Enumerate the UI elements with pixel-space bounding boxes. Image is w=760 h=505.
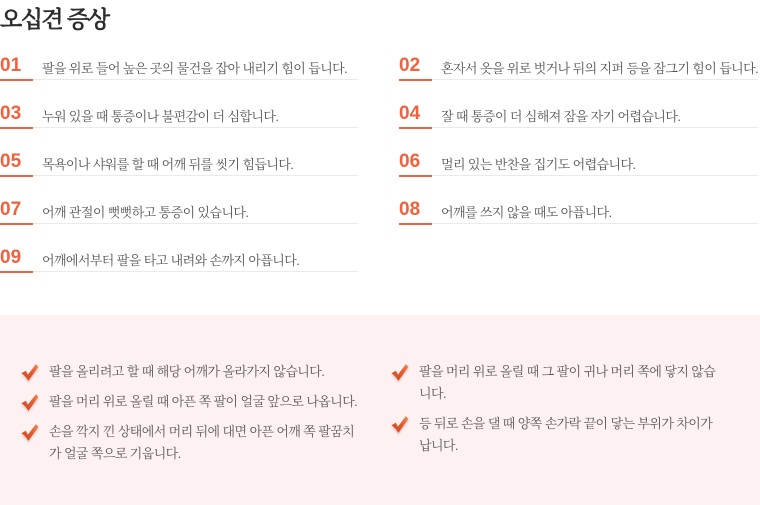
- symptom-text: 어깨에서부터 팔을 타고 내려와 손까지 아픕니다.: [42, 253, 300, 268]
- check-item: [390, 361, 725, 405]
- check-item: [20, 391, 360, 413]
- symptom-number: 04: [399, 103, 432, 129]
- check-text: 팔을 올리려고 할 때 해당 어깨가 올라가지 않습니다.: [49, 364, 325, 379]
- check-item: [20, 421, 360, 465]
- symptom-row: [399, 102, 758, 150]
- symptom-number: 08: [399, 199, 432, 225]
- check-text: 손을 깍지 낀 상태에서 머리 뒤에 대면 아픈 어깨 쪽 팔꿈치가 얼굴 쪽으로 기웁니다.: [49, 424, 355, 461]
- divider-line: [399, 223, 758, 224]
- symptom-text: 혼자서 옷을 위로 벗거나 뒤의 지퍼 등을 잠그기 힘이 듭니다.: [441, 61, 759, 76]
- symptom-row: [399, 198, 758, 246]
- check-icon: [20, 393, 39, 412]
- divider-line: [0, 271, 358, 272]
- check-icon: [390, 363, 409, 382]
- symptom-number: 05: [0, 151, 33, 177]
- symptom-number: 06: [399, 151, 432, 177]
- check-icon: [390, 415, 409, 434]
- divider-line: [399, 175, 758, 176]
- symptom-text: 멀리 있는 반찬을 집기도 어렵습니다.: [441, 157, 636, 172]
- page-title: 오십견 증상: [0, 6, 109, 32]
- divider-line: [0, 127, 358, 128]
- symptom-row: [399, 54, 758, 102]
- check-text: 팔을 머리 위로 올릴 때 아픈 쪽 팔이 얼굴 앞으로 나옵니다.: [49, 394, 358, 409]
- check-icon: [20, 423, 39, 442]
- symptom-number: 09: [0, 247, 33, 273]
- check-text: 등 뒤로 손을 댈 때 양쪽 손가락 끝이 닿는 부위가 차이가 납니다.: [419, 416, 713, 453]
- divider-line: [399, 127, 758, 128]
- symptom-row: [0, 102, 358, 150]
- check-icon: [20, 363, 39, 382]
- symptom-row: [0, 198, 358, 246]
- self-check-section: [0, 315, 760, 505]
- check-column-left: [20, 361, 360, 473]
- symptom-number: 03: [0, 103, 33, 129]
- symptom-row: [0, 246, 358, 294]
- symptom-text: 어깨를 쓰지 않을 때도 아픕니다.: [441, 205, 612, 220]
- symptom-number: 07: [0, 199, 33, 225]
- divider-line: [399, 79, 758, 80]
- symptom-number: 02: [399, 55, 432, 81]
- symptom-column-right: [399, 54, 758, 246]
- symptom-text: 팔을 위로 들어 높은 곳의 물건을 잡아 내리기 힘이 듭니다.: [42, 61, 348, 76]
- symptom-row: [0, 150, 358, 198]
- symptom-text: 어깨 관절이 뻣뻣하고 통증이 있습니다.: [42, 205, 249, 220]
- symptom-row: [399, 150, 758, 198]
- check-item: [390, 413, 725, 457]
- divider-line: [0, 175, 358, 176]
- symptom-column-left: [0, 54, 358, 294]
- symptom-row: [0, 54, 358, 102]
- symptom-text: 잘 때 통증이 더 심해져 잠을 자기 어렵습니다.: [441, 109, 681, 124]
- divider-line: [0, 223, 358, 224]
- symptom-number: 01: [0, 55, 33, 81]
- divider-line: [0, 79, 358, 80]
- symptom-text: 누워 있을 때 통증이나 불편감이 더 심합니다.: [42, 109, 279, 124]
- symptom-text: 목욕이나 샤워를 할 때 어깨 뒤를 씻기 힘듭니다.: [42, 157, 294, 172]
- check-column-right: [390, 361, 725, 465]
- check-text: 팔을 머리 위로 올릴 때 그 팔이 귀나 머리 쪽에 닿지 않습니다.: [419, 364, 716, 401]
- check-item: [20, 361, 360, 383]
